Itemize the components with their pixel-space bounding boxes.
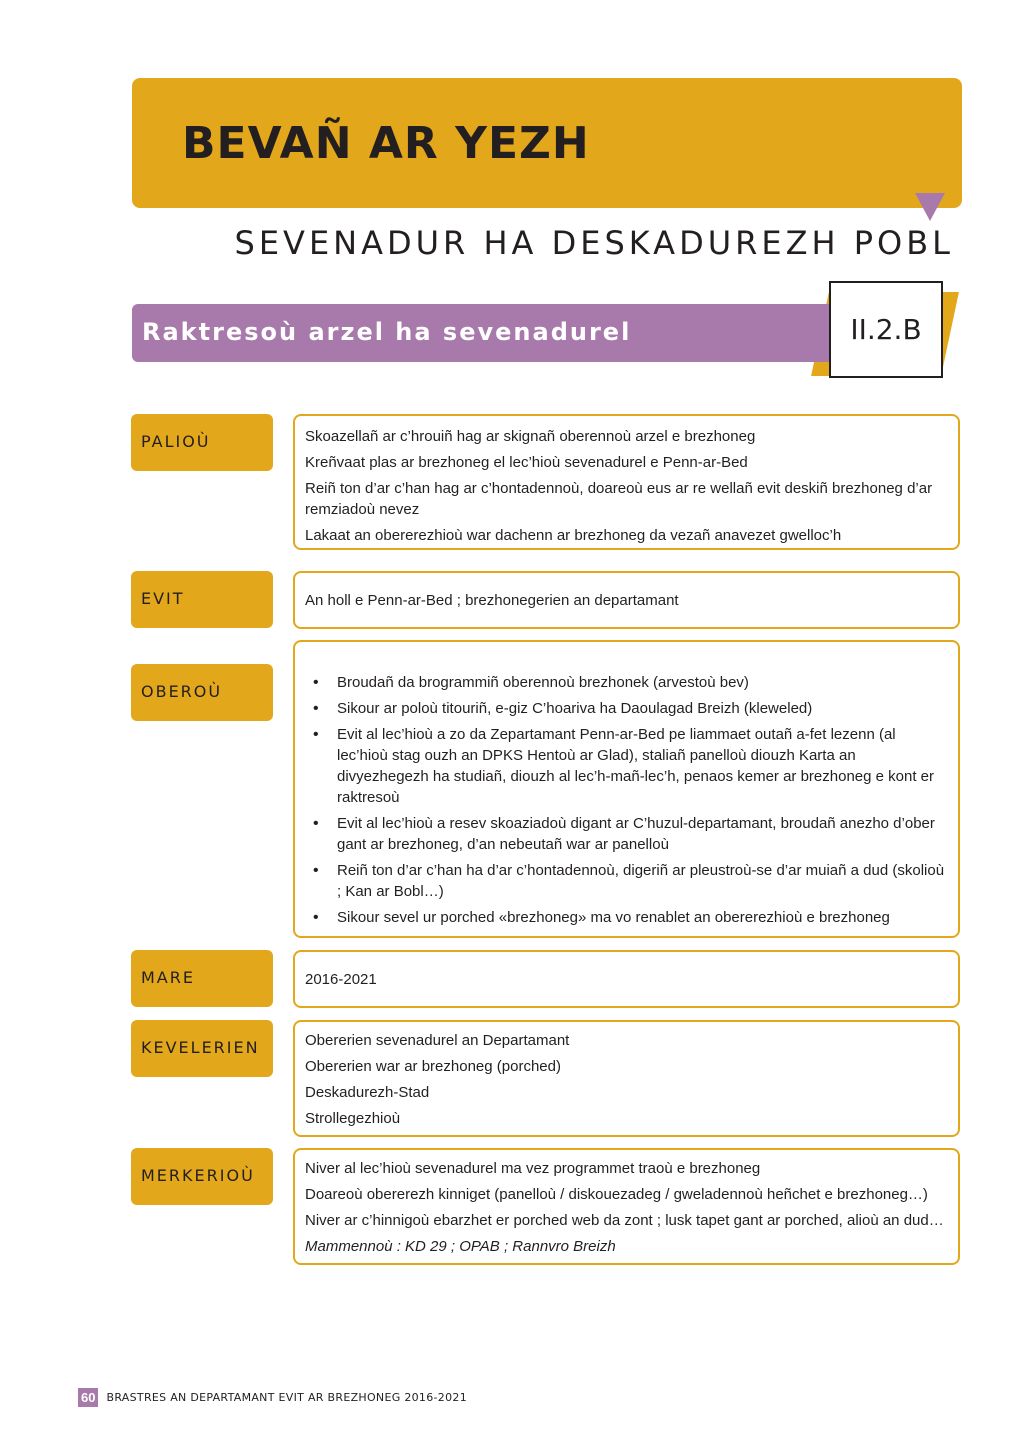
label-oberoù: OBEROÙ — [131, 664, 273, 721]
label-keveleren: KEVELERIEN — [131, 1020, 273, 1077]
actions-list — [305, 672, 948, 928]
partner-line: Obererien war ar brezhoneg (porched) — [305, 1058, 561, 1075]
goal-line: Lakaat an obererezhioù war dachenn ar brezhoneg da vezañ anavezet gwelloc’h — [305, 527, 842, 544]
list-item: • Evit al lec’hioù a resev skoaziadoù digant ar C’huzul-departamant, broudañ anezho d’ober gant ar brezhoneg, d’an nebeutañ war ar panelloù — [305, 813, 948, 855]
section-code: II.2.B — [829, 281, 943, 378]
goal-line: Kreñvaat plas ar brezhoneg el lec’hioù sevenadurel e Penn-ar-Bed — [305, 454, 748, 471]
goal-line: Skoazellañ ar c’hrouiñ hag ar skignañ oberennoù arzel e brezhoneg — [305, 428, 756, 445]
period-text: 2016-2021 — [305, 971, 377, 988]
label-mare: MARE — [131, 950, 273, 1007]
page-title: BEVAÑ AR YEZH — [182, 118, 590, 169]
label-merkerioù: MERKERIOÙ — [131, 1148, 273, 1205]
partner-line: Deskadurezh-Stad — [305, 1084, 430, 1101]
list-item: • Evit al lec’hioù a zo da Zepartamant Penn-ar-Bed pe liammaet outañ a-fet lezenn (al lec’hioù stag ouzh an DPKS Hentoù ar Glad), staliañ panelloù diouzh Karta an divyezhegezh ha studiañ, diouzh al lec’h-mañ-lec’h, penaos kemer ar brezhoneg e kont er raktresoù — [305, 724, 948, 808]
box-merkerioù — [293, 1148, 960, 1265]
label-evit: EVIT — [131, 571, 273, 628]
label-palioù: PALIOÙ — [131, 414, 273, 471]
list-item: • Broudañ da brogrammiñ oberennoù brezhonek (arvestoù bev) — [305, 672, 948, 693]
indicator-line: Doareoù obererezh kinniget (panelloù / diskouezadeg / gweladennoù heñchet e brezhoneg…) — [305, 1186, 928, 1203]
audience-text: An holl e Penn-ar-Bed ; brezhonegerien an departamant — [305, 592, 679, 609]
page-subtitle: SEVENADUR HA DESKADUREZH POBL — [234, 224, 954, 262]
box-mare — [293, 950, 960, 1008]
box-palioù — [293, 414, 960, 550]
list-item: • Reiñ ton d’ar c’han ha d’ar c’hontadennoù, digeriñ ar pleustroù-se d’ar muiañ a dud (skolioù ; Kan ar Bobl…) — [305, 860, 948, 902]
list-item: • Sikour sevel ur porched «brezhoneg» ma vo renablet an obererezhioù e brezhoneg — [305, 907, 948, 928]
triangle-marker-icon — [915, 193, 945, 221]
page-number: 60 — [78, 1388, 98, 1407]
title-banner — [132, 78, 962, 208]
goal-line: Reiñ ton d’ar c’han hag ar c’hontadennoù, doareoù eus ar re wellañ evit deskiñ brezhoneg d’ar remziadoù nevez — [305, 480, 933, 518]
section-bar — [132, 304, 852, 362]
sources-note: Mammennoù : KD 29 ; OPAB ; Rannvro Breizh — [305, 1238, 616, 1255]
section-title: Raktresoù arzel ha sevenadurel — [142, 318, 632, 346]
indicator-line: Niver al lec’hioù sevenadurel ma vez programmet traoù e brezhoneg — [305, 1160, 761, 1177]
list-item: • Sikour ar poloù titouriñ, e-giz C’hoariva ha Daoulagad Breizh (kleweled) — [305, 698, 948, 719]
partner-line: Strollegezhioù — [305, 1110, 401, 1127]
footer-text: BRASTRES AN DEPARTAMANT EVIT AR BREZHONEG 2016-2021 — [106, 1390, 467, 1404]
box-evit — [293, 571, 960, 629]
page-footer — [78, 1387, 467, 1407]
partner-line: Obererien sevenadurel an Departamant — [305, 1032, 570, 1049]
box-oberoù — [293, 640, 960, 938]
box-keveleren — [293, 1020, 960, 1137]
indicator-line: Niver ar c’hinnigoù ebarzhet er porched web da zont ; lusk tapet gant ar porched, alioù an dud… — [305, 1212, 944, 1229]
